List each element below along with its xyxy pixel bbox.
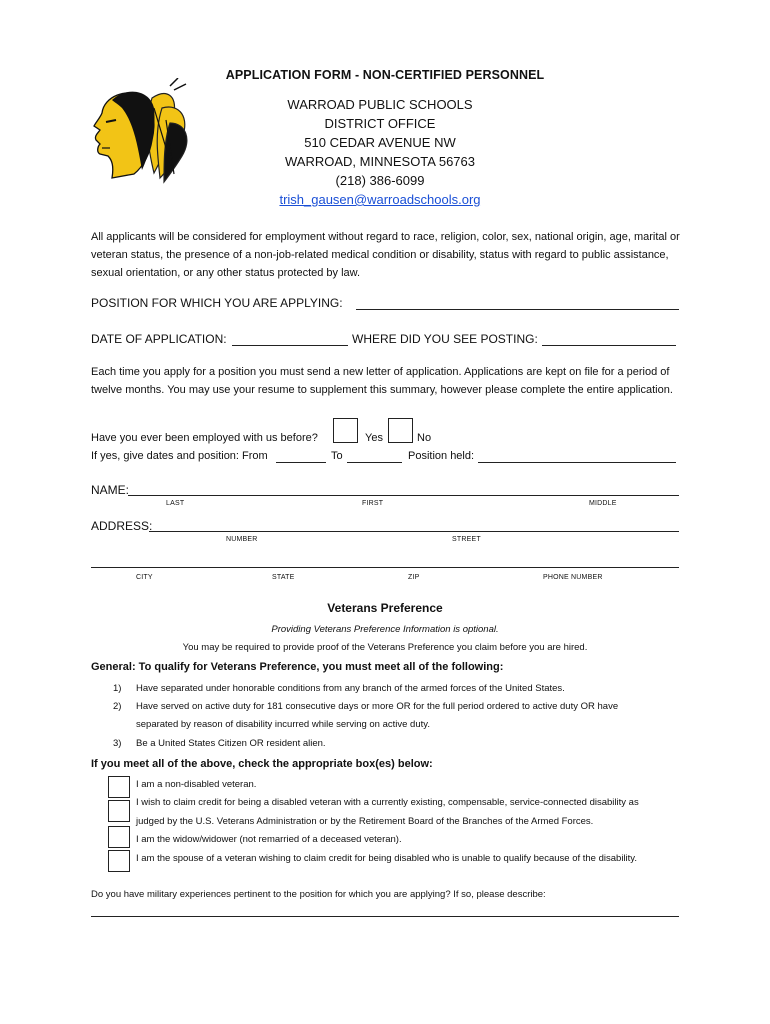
district-address-block: [265, 95, 495, 209]
veteran-disabled-checkbox[interactable]: [108, 800, 130, 822]
instructions-text: Each time you apply for a position you must send a new letter of application. Applications are kept on file for a period of twelve months. You may use your resume to supplement this summary, however please complete the entire application.: [91, 366, 673, 396]
veteran-nondisabled-label: I am a non-disabled veteran.: [136, 779, 257, 790]
veterans-proof-note: You may be required to provide proof of the Veterans Preference you claim before you are hired.: [182, 642, 588, 653]
district-office: DISTRICT OFFICE: [324, 116, 436, 131]
district-email-link[interactable]: trish_gausen@warroadschools.org: [279, 192, 481, 207]
address-zip-caption: ZIP: [408, 574, 420, 581]
veteran-disabled-label: I wish to claim credit for being a disabled veteran with a currently existing, compensable, service-connected disability as: [136, 797, 639, 808]
address-number-caption: NUMBER: [226, 536, 258, 543]
position-field[interactable]: [356, 309, 679, 310]
position-held-label: Position held:: [408, 450, 475, 462]
name-last-caption: LAST: [166, 500, 185, 507]
veteran-disabled-label-cont: judged by the U.S. Veterans Administration or by the Retirement Board of the Branches of the Armed Forces.: [136, 816, 594, 827]
veteran-nondisabled-checkbox[interactable]: [108, 776, 130, 798]
veterans-item-3-text: Be a United States Citizen OR resident alien.: [136, 738, 326, 749]
employed-yes-label: Yes: [365, 432, 383, 444]
name-middle-caption: MIDDLE: [589, 500, 617, 507]
veterans-item-3-num: 3): [113, 738, 122, 749]
military-question: Do you have military experiences pertinent to the position for which you are applying? If so, please describe:: [91, 889, 546, 900]
military-answer-field[interactable]: [91, 916, 679, 917]
veterans-meet-all-heading: If you meet all of the above, check the appropriate box(es) below:: [91, 758, 433, 770]
veterans-item-2-num: 2): [113, 701, 122, 712]
district-city: WARROAD, MINNESOTA 56763: [285, 154, 475, 169]
position-held-field[interactable]: [478, 462, 676, 463]
date-field[interactable]: [232, 345, 348, 346]
veterans-item-2-text: Have served on active duty for 181 consecutive days or more OR for the full period ordered to active duty OR have: [136, 701, 619, 712]
veterans-optional-note: Providing Veterans Preference Information is optional.: [271, 624, 499, 635]
date-label: DATE OF APPLICATION:: [91, 332, 227, 346]
school-logo: [82, 78, 197, 190]
district-phone: (218) 386-6099: [335, 173, 425, 188]
address-label: ADDRESS:: [91, 519, 153, 533]
employed-yes-checkbox[interactable]: [333, 418, 358, 443]
address-state-caption: STATE: [272, 574, 295, 581]
veteran-spouse-checkbox[interactable]: [108, 850, 130, 872]
form-title: APPLICATION FORM - NON-CERTIFIED PERSONNEL: [225, 68, 545, 82]
veterans-heading: Veterans Preference: [327, 601, 443, 615]
employed-no-label: No: [417, 432, 432, 444]
veterans-general-heading: General: To qualify for Veterans Preference, you must meet all of the following:: [91, 661, 504, 673]
employed-to-label: To: [331, 450, 343, 462]
name-label: NAME:: [91, 483, 130, 497]
posting-field[interactable]: [542, 345, 676, 346]
position-label: POSITION FOR WHICH YOU ARE APPLYING:: [91, 296, 343, 310]
employed-question: Have you ever been employed with us before?: [91, 432, 318, 444]
posting-label: WHERE DID YOU SEE POSTING:: [352, 332, 538, 346]
address-city-caption: CITY: [136, 574, 153, 581]
veterans-item-1-num: 1): [113, 683, 122, 694]
name-first-caption: FIRST: [362, 500, 384, 507]
employed-no-checkbox[interactable]: [388, 418, 413, 443]
address-street-field[interactable]: [149, 531, 679, 532]
address-phone-caption: PHONE NUMBER: [543, 574, 603, 581]
name-field[interactable]: [128, 495, 679, 496]
veteran-widow-checkbox[interactable]: [108, 826, 130, 848]
veterans-item-2-cont: separated by reason of disability incurred while serving on active duty.: [136, 719, 430, 730]
employed-to-field[interactable]: [347, 462, 402, 463]
veterans-item-1-text: Have separated under honorable conditions from any branch of the armed forces of the United States.: [136, 683, 565, 694]
veteran-spouse-label: I am the spouse of a veteran wishing to claim credit for being disabled who is unable to qualify because of the disability.: [136, 853, 637, 864]
address-street-caption: STREET: [452, 536, 481, 543]
employed-dates-label: If yes, give dates and position: From: [91, 450, 268, 462]
veteran-widow-label: I am the widow/widower (not remarried of a deceased veteran).: [136, 834, 402, 845]
address-city-state-field[interactable]: [91, 567, 679, 568]
nondiscrimination-statement: All applicants will be considered for employment without regard to race, religion, color, sex, national origin, age, marital or veteran status, the presence of a non-job-related medical condition or disability, status with regard to public assistance, sexual orientation, or any other status protected by law.: [91, 231, 680, 279]
district-name: WARROAD PUBLIC SCHOOLS: [287, 97, 473, 112]
employed-from-field[interactable]: [276, 462, 326, 463]
district-street: 510 CEDAR AVENUE NW: [304, 135, 456, 150]
